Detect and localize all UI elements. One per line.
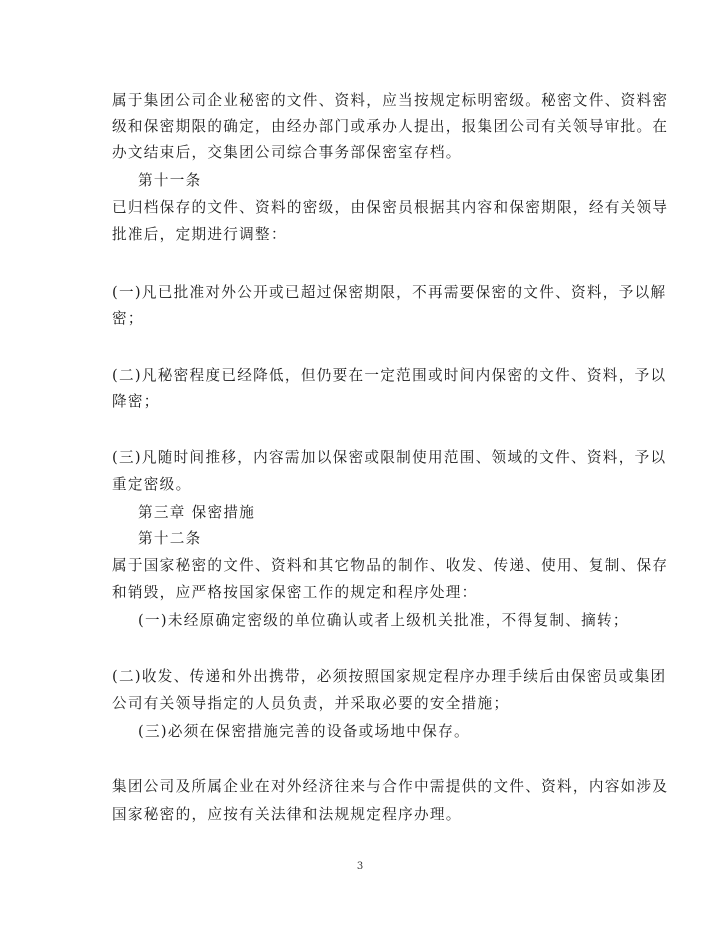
list-item-line: (二)凡秘密程度已经降低，但仍要在一定范围或时间内保密的文件、资料，予以 [112,367,667,384]
list-item-line: (一)凡已批准对外公开或已超过保密期限，不再需要保密的文件、资料，予以解 [112,284,667,301]
list-item-line: (二)收发、传递和外出携带，必须按照国家规定程序办理手续后由保密员或集团 [112,668,667,685]
paragraph-line: 和销毁，应严格按国家保密工作的规定和程序处理： [112,584,478,601]
article-heading: 第十一条 [138,172,202,189]
list-item-line: 降密； [112,393,160,410]
paragraph-line: 级和保密期限的确定，由经办部门或承办人提出，报集团公司有关领导审批。在 [112,118,669,135]
list-item-line: 重定密级。 [112,476,192,493]
article-heading: 第十二条 [138,530,202,547]
list-item-line: (一)未经原确定密级的单位确认或者上级机关批准，不得复制、摘转； [138,612,629,629]
list-item-line: 密； [112,310,144,327]
page-number: 3 [356,861,364,872]
paragraph-line: 国家秘密的，应按有关法律和法规规定程序办理。 [112,806,462,823]
list-item-line: 公司有关领导指定的人员负责，并采取必要的安全措施； [112,695,510,712]
chapter-heading: 第三章 保密措施 [138,504,256,521]
paragraph-line: 属于国家秘密的文件、资料和其它物品的制作、收发、传递、使用、复制、保存 [112,557,669,574]
paragraph-line: 已归档保存的文件、资料的密级，由保密员根据其内容和保密期限，经有关领导 [112,199,669,216]
paragraph-line: 属于集团公司企业秘密的文件、资料，应当按规定标明密级。秘密文件、资料密 [112,92,669,109]
paragraph-line: 批准后，定期进行调整： [112,226,287,243]
list-item-line: (三)凡随时间推移，内容需加以保密或限制使用范围、领域的文件、资料，予以 [112,449,667,466]
paragraph-line: 集团公司及所属企业在对外经济往来与合作中需提供的文件、资料，内容如涉及 [112,778,669,795]
paragraph-line: 办文结束后，交集团公司综合事务部保密室存档。 [112,144,462,161]
list-item-line: (三)必须在保密措施完善的设备或场地中保存。 [138,723,470,740]
